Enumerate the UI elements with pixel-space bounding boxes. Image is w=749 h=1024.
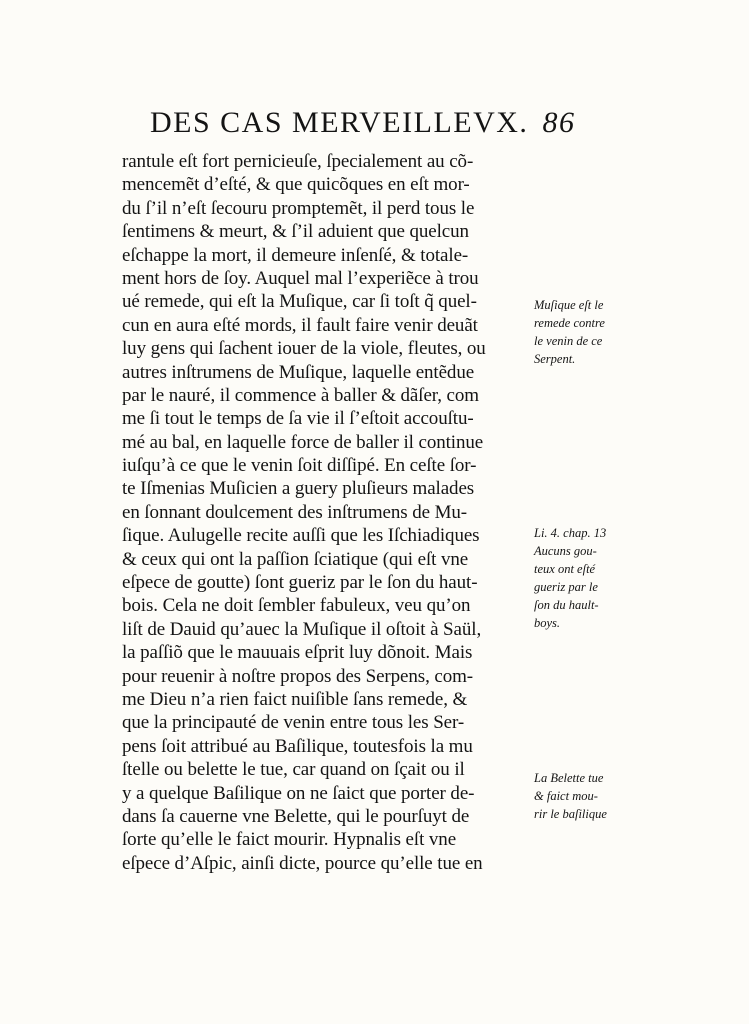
margin-note-line: La Belette tue bbox=[534, 771, 604, 785]
margin-note-line: remede contre bbox=[534, 316, 605, 330]
margin-note-line: Muſique eſt le bbox=[534, 298, 604, 312]
page-number: 86 bbox=[542, 106, 576, 139]
margin-note-line: le venin de ce bbox=[534, 334, 603, 348]
margin-note-line: teux ont eſté bbox=[534, 562, 596, 576]
text-line: mencemẽt d’eſté, & que quicõques en eſt mor- bbox=[122, 174, 470, 196]
margin-note-line: boys. bbox=[534, 616, 561, 630]
text-line: autres inſtrumens de Muſique, laquelle entẽdue bbox=[122, 361, 475, 383]
text-line: du ſ’il n’eſt ſecouru promptemẽt, il perd tous le bbox=[122, 197, 475, 219]
running-title: DES CAS MERVEILLEVX. bbox=[150, 106, 529, 139]
margin-note-line: & faict mou- bbox=[534, 789, 598, 803]
text-line: luy gens qui ſachent iouer de la viole, fleutes, ou bbox=[122, 338, 486, 360]
text-line: & ceux qui ont la paſſion ſciatique (qui eſt vne bbox=[122, 548, 469, 570]
text-line: la paſſiõ que le mauuais eſprit luy dõnoit. Mais bbox=[122, 642, 473, 664]
text-line: y a quelque Baſilique on ne ſaict que porter de- bbox=[122, 782, 475, 804]
text-line: liſt de Dauid qu’auec la Muſique il oſtoit à Saül, bbox=[122, 618, 482, 640]
body-text bbox=[122, 150, 534, 875]
text-line: eſpece de goutte) ſont gueriz par le ſon du haut- bbox=[122, 572, 478, 594]
text-line: me ſi tout le temps de ſa vie il ſ’eſtoit accouſtu- bbox=[122, 408, 474, 430]
text-line: en ſonnant doulcement des inſtrumens de Mu- bbox=[122, 501, 468, 523]
text-line: pens ſoit attribué au Baſilique, toutesfois la mu bbox=[122, 735, 473, 757]
text-line: ſique. Aulugelle recite auſſi que les Iſchiadiques bbox=[122, 525, 480, 547]
text-line: rantule eſt fort pernicieuſe, ſpecialement au cõ- bbox=[122, 151, 474, 172]
margin-note-weasel-basilisk bbox=[534, 769, 746, 823]
text-line: par le nauré, il commence à baller & dãſer, com bbox=[122, 384, 479, 406]
margin-note-line: gueriz par le bbox=[534, 580, 598, 594]
text-line: ſorte qu’elle le faict mourir. Hypnalis eſt vne bbox=[122, 829, 457, 851]
text-line: dans ſa cauerne vne Belette, qui le pourſuyt de bbox=[122, 805, 470, 827]
text-line: eſchappe la mort, il demeure inſenſé, & totale- bbox=[122, 244, 469, 266]
text-line: ment hors de ſoy. Auquel mal l’experiẽce à trou bbox=[122, 267, 479, 289]
margin-note-line: Li. 4. chap. 13 bbox=[534, 526, 607, 540]
text-line: bois. Cela ne doit ſembler fabuleux, veu qu’on bbox=[122, 595, 471, 617]
text-line: mé au bal, en laquelle force de baller il continue bbox=[122, 431, 484, 453]
text-line: ué remede, qui eſt la Muſique, car ſi toſt q̃ quel- bbox=[122, 291, 477, 313]
text-line: eſpece d’Aſpic, ainſi dicte, pource qu’elle tue en bbox=[122, 852, 483, 874]
text-line: ſtelle ou belette le tue, car quand on ſçait ou il bbox=[122, 759, 465, 781]
text-line: cun en aura eſté mords, il fault faire venir deuãt bbox=[122, 314, 478, 336]
margin-note-line: Aucuns gou- bbox=[534, 544, 597, 558]
text-line: me Dieu n’a rien faict nuiſible ſans remede, & bbox=[122, 688, 468, 710]
margin-note-music-remedy bbox=[534, 296, 746, 368]
margin-note-gout-cure bbox=[534, 524, 746, 632]
running-header bbox=[150, 106, 575, 140]
text-line: pour reuenir à noſtre propos des Serpens, com- bbox=[122, 665, 474, 687]
text-line: te Iſmenias Muſicien a guery pluſieurs malades bbox=[122, 478, 475, 500]
margin-note-line: rir le baſilique bbox=[534, 807, 607, 821]
margin-note-line: ſon du hault- bbox=[534, 598, 599, 612]
text-line: iuſqu’à ce que le venin ſoit diſſipé. En ceſte ſor- bbox=[122, 455, 477, 477]
text-line: que la principauté de venin entre tous les Ser- bbox=[122, 712, 465, 734]
margin-note-line: Serpent. bbox=[534, 352, 576, 366]
text-line: ſentimens & meurt, & ſ’il aduient que quelcun bbox=[122, 221, 469, 243]
